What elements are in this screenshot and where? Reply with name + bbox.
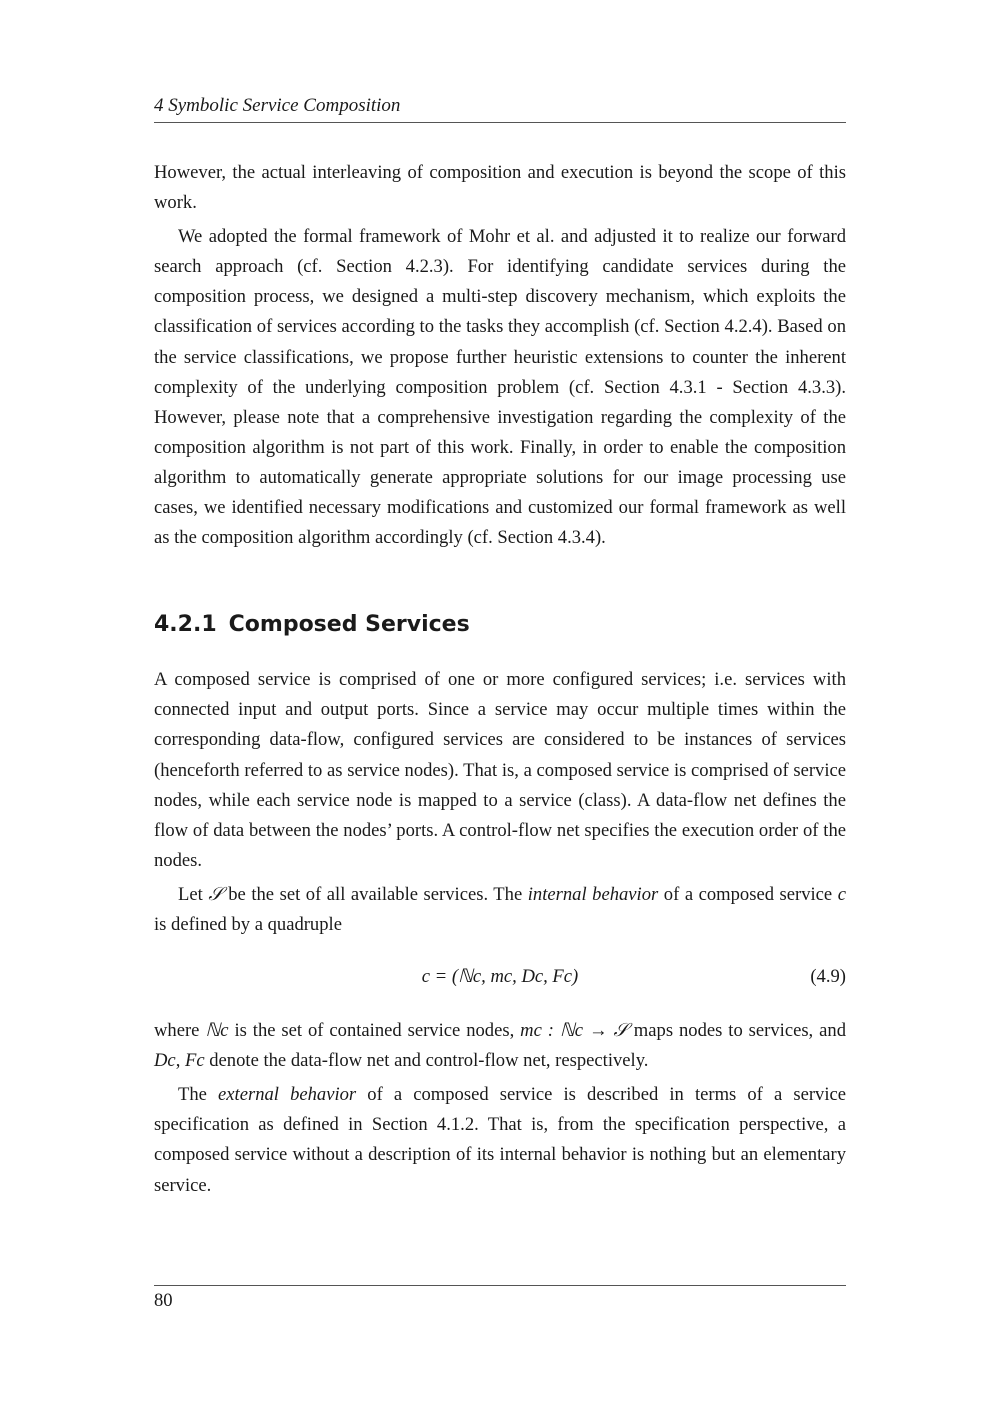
p5-text-2: is the set of contained service nodes, bbox=[228, 1020, 521, 1042]
paragraph-5 bbox=[154, 1016, 846, 1076]
p4-var-c: c bbox=[837, 883, 846, 905]
p4-emphasis: internal behavior bbox=[527, 883, 659, 905]
paragraph-1: However, the actual interleaving of composition and execution is beyond the scope of this work. bbox=[154, 162, 846, 214]
paragraph-6 bbox=[154, 1080, 846, 1200]
p5-mapping: mc : ℕc → 𝒮 bbox=[520, 1020, 628, 1042]
header-rule bbox=[154, 122, 846, 123]
p5-node-set: ℕc bbox=[205, 1020, 229, 1042]
equation-body: c = (ℕc, mc, Dc, Fc) bbox=[421, 966, 579, 988]
section-number: 4.2.1 bbox=[154, 612, 217, 638]
p5-text-5: denote the data-flow net and control-flow net, respectively. bbox=[204, 1050, 649, 1072]
body-text bbox=[154, 158, 846, 1205]
paragraph-3: A composed service is comprised of one or more configured services; i.e. services with connected input and output ports. Since a service may occur multiple times within the corresponding data-flow, configured services are considered to be instances of services (henceforth referred to as service nodes). That is, a composed service is comprised of service nodes, while each service node is mapped to a service (class). A data-flow net defines the flow of data between the nodes’ ports. A control-flow net specifies the execution order of the nodes. bbox=[154, 669, 846, 871]
p5-text-4: , bbox=[175, 1050, 185, 1072]
p6-text-2: of a composed service is described in terms of a service specification as defined in Section 4.1.2. That is, from the specification perspective, a composed service without a description of its internal behavior is nothing but an elementary service. bbox=[154, 1084, 846, 1196]
p4-text-3: of a composed service bbox=[658, 883, 838, 905]
p5-text-3: maps nodes to services, and bbox=[627, 1020, 846, 1042]
p6-emphasis: external behavior bbox=[218, 1084, 357, 1106]
section-heading bbox=[154, 610, 846, 640]
equation-4-9 bbox=[154, 962, 846, 992]
page-number: 80 bbox=[154, 1290, 173, 1311]
p5-control-flow-net: Fc bbox=[184, 1050, 205, 1072]
p4-text-4: is defined by a quadruple bbox=[154, 913, 342, 935]
p4-text-2: be the set of all available services. The bbox=[222, 883, 528, 905]
footer-rule bbox=[154, 1285, 846, 1286]
p4-set-symbol: 𝒮 bbox=[208, 883, 223, 905]
paragraph-4 bbox=[154, 880, 846, 940]
p6-text-1: The bbox=[178, 1084, 219, 1106]
paragraph-2: We adopted the formal framework of Mohr et al. and adjusted it to realize our forward search approach (cf. Section 4.2.3). For identifying candidate services during the composition process, we designed a multi-step discovery mechanism, which exploits the classification of services according to the tasks they accomplish (cf. Section 4.2.4). Based on the service classifications, we propose further heuristic extensions to counter the inherent complexity of the underlying composition problem (cf. Section 4.3.1 - Section 4.3.3). However, please note that a comprehensive investigation regarding the complexity of the composition algorithm is not part of this work. Finally, in order to enable the composition algorithm to automatically generate appropriate solutions for our image processing use cases, we identified necessary modifications and customized our formal framework as well as the composition algorithm accordingly (cf. Section 4.3.4). bbox=[154, 226, 846, 549]
p5-data-flow-net: Dc bbox=[154, 1050, 176, 1072]
running-header: 4 Symbolic Service Composition bbox=[154, 95, 401, 116]
equation-number: (4.9) bbox=[810, 966, 846, 988]
document-page bbox=[154, 0, 846, 1414]
p4-text-1: Let bbox=[178, 883, 209, 905]
p5-text-1: where bbox=[154, 1020, 206, 1042]
section-title: Composed Services bbox=[228, 612, 470, 638]
